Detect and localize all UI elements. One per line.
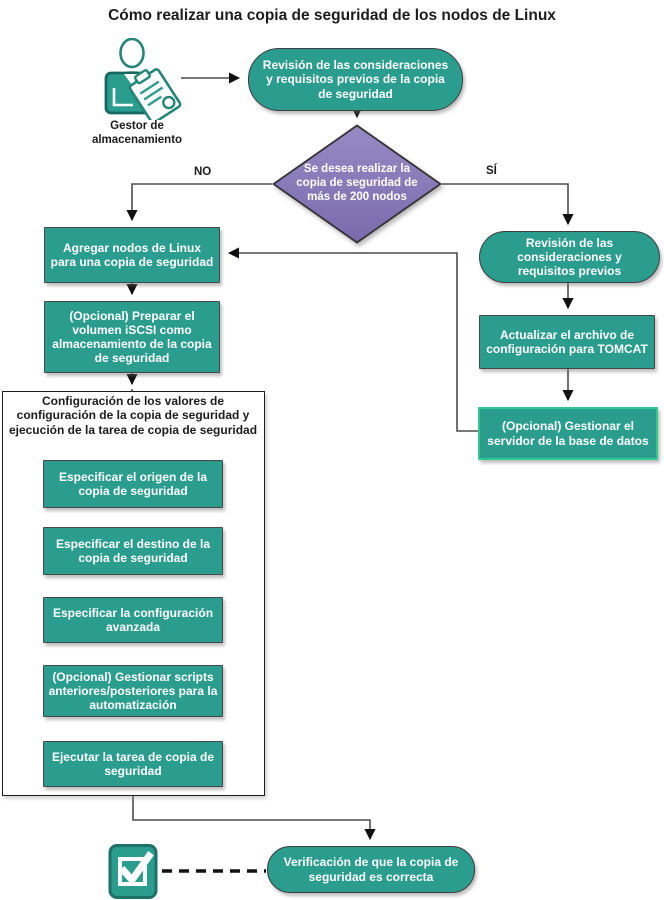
node-specify-source[interactable]: Especificar el origen de la copia de seguridad (43, 460, 223, 508)
node-review-full[interactable]: Revisión de las consideraciones y requisitos previos de la copia de seguridad (248, 48, 463, 111)
node-advanced-settings[interactable]: Especificar la configuración avanzada (43, 597, 223, 643)
decision-label: Se desea realizar la copia de seguridad de más de 200 nodos (296, 163, 418, 203)
actor-label: Gestor de almacenamiento (91, 120, 183, 147)
node-specify-destination[interactable]: Especificar el destino de la copia de seguridad (43, 527, 223, 575)
node-decision-200-nodes (272, 124, 442, 244)
config-group-title: Configuración de los valores de configuración de la copia de seguridad y ejecución de la tarea de copia de seguridad (8, 394, 258, 437)
config-group-container (2, 391, 265, 796)
node-manage-db-server[interactable]: (Opcional) Gestionar el servidor de la base de datos (478, 407, 658, 460)
checkbox-checked-icon (108, 843, 160, 900)
node-manage-scripts[interactable]: (Opcional) Gestionar scripts anteriores/posteriores para la automatización (43, 665, 223, 717)
node-review-short[interactable]: Revisión de las consideraciones y requisitos previos (479, 231, 660, 283)
page-title: Cómo realizar una copia de seguridad de los nodos de Linux (108, 7, 556, 24)
node-verify-backup[interactable]: Verificación de que la copia de seguridad es correcta (267, 846, 475, 893)
branch-no-label: NO (194, 166, 212, 178)
node-run-backup-job[interactable]: Ejecutar la tarea de copia de seguridad (43, 741, 223, 787)
storage-manager-icon (93, 38, 185, 120)
node-prepare-iscsi[interactable]: (Opcional) Preparar el volumen iSCSI como almacenamiento de la copia de seguridad (44, 301, 220, 373)
node-add-linux-nodes[interactable]: Agregar nodos de Linux para una copia de seguridad (44, 227, 220, 283)
node-update-tomcat[interactable]: Actualizar el archivo de configuración para TOMCAT (479, 315, 655, 369)
branch-yes-label: SÍ (486, 165, 497, 177)
